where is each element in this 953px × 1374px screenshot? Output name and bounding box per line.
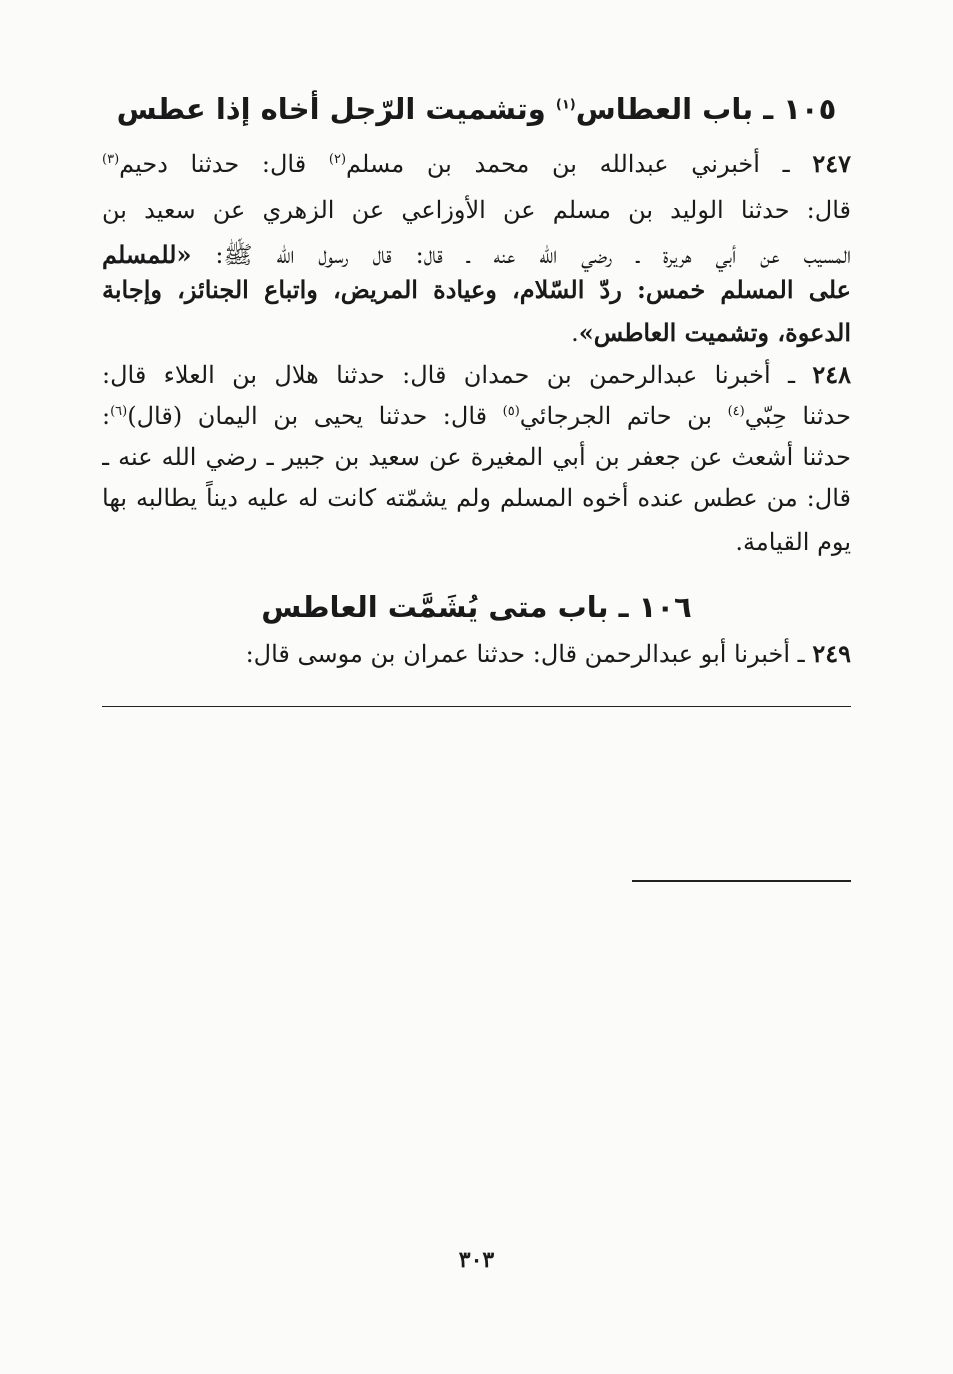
hadith-249-line-1 <box>102 634 851 674</box>
hadith-248-line-5: يوم القيامة. <box>735 528 851 556</box>
heading-text: وتشميت الرّجل أخاه إذا عطس <box>116 92 556 126</box>
text: ـ أخبرني عبدالله بن محمد بن مسلم <box>346 150 813 178</box>
footnote-marker: (٢) <box>328 152 347 167</box>
hadith-247-line-5 <box>102 313 851 353</box>
bold-text: على المسلم خمس: ردّ السّلام، وعيادة المريض، واتباع الجنائز، وإجابة <box>102 275 851 304</box>
page-number: ٣٠٣ <box>458 1247 495 1273</box>
hadith-number: ٢٤٨ <box>812 360 851 389</box>
text: . <box>571 319 579 347</box>
hadith-number: ٢٤٧ <box>812 149 851 178</box>
text: ـ أخبرنا عبدالرحمن بن حمدان قال: حدثنا هلال بن العلاء قال: <box>102 361 813 389</box>
text: المسيب عن أبي هريرة ـ رضي الله عنه ـ قال: قال رسول الله ﷺ: <box>191 241 851 269</box>
notes-divider <box>632 880 851 882</box>
hadith-247-line-4 <box>102 270 851 310</box>
text: قال: حدثنا دحيم <box>119 150 329 178</box>
text: بن حاتم الجرجائي <box>519 402 728 430</box>
text: قال: حدثنا يحيى بن اليمان (قال) <box>127 402 503 430</box>
hadith-247-line-1 <box>102 144 851 184</box>
footnote-marker: (٣) <box>102 152 120 167</box>
footnote-marker: (٥) <box>502 404 520 419</box>
hadith-248-line-2 <box>102 396 851 436</box>
heading-text: ١٠٥ ـ باب العطاس <box>575 92 837 126</box>
bold-text: الدعوة، وتشميت العاطس» <box>578 318 851 347</box>
hadith-number: ٢٤٩ <box>812 639 851 668</box>
chapter-heading-106: ١٠٦ ـ باب متى يُشَمَّت العاطس <box>261 590 692 624</box>
text: : <box>102 402 111 430</box>
footnote-marker: (٦) <box>110 404 128 419</box>
footnote-marker: (٤) <box>727 404 745 419</box>
text: ـ أخبرنا أبو عبدالرحمن قال: حدثنا عمران بن موسى قال: <box>245 640 813 668</box>
hadith-248-line-1 <box>102 355 851 395</box>
chapter-heading-105 <box>0 92 953 126</box>
hadith-248-line-4: قال: من عطس عنده أخوه المسلم ولم يشمّته كانت له عليه ديناً يطالبه بها <box>102 484 851 512</box>
bold-text: «للمسلم <box>102 240 192 269</box>
text: حدثنا حِبّي <box>744 402 851 430</box>
hadith-248-line-3: حدثنا أشعث عن جعفر بن أبي المغيرة عن سعيد بن جبير ـ رضي الله عنه ـ <box>102 443 851 471</box>
takhrij-divider <box>102 706 851 707</box>
footnote-marker: (١) <box>555 97 576 113</box>
hadith-247-line-2: قال: حدثنا الوليد بن مسلم عن الأوزاعي عن الزهري عن سعيد بن <box>102 196 851 224</box>
hadith-247-line-3 <box>102 235 851 275</box>
